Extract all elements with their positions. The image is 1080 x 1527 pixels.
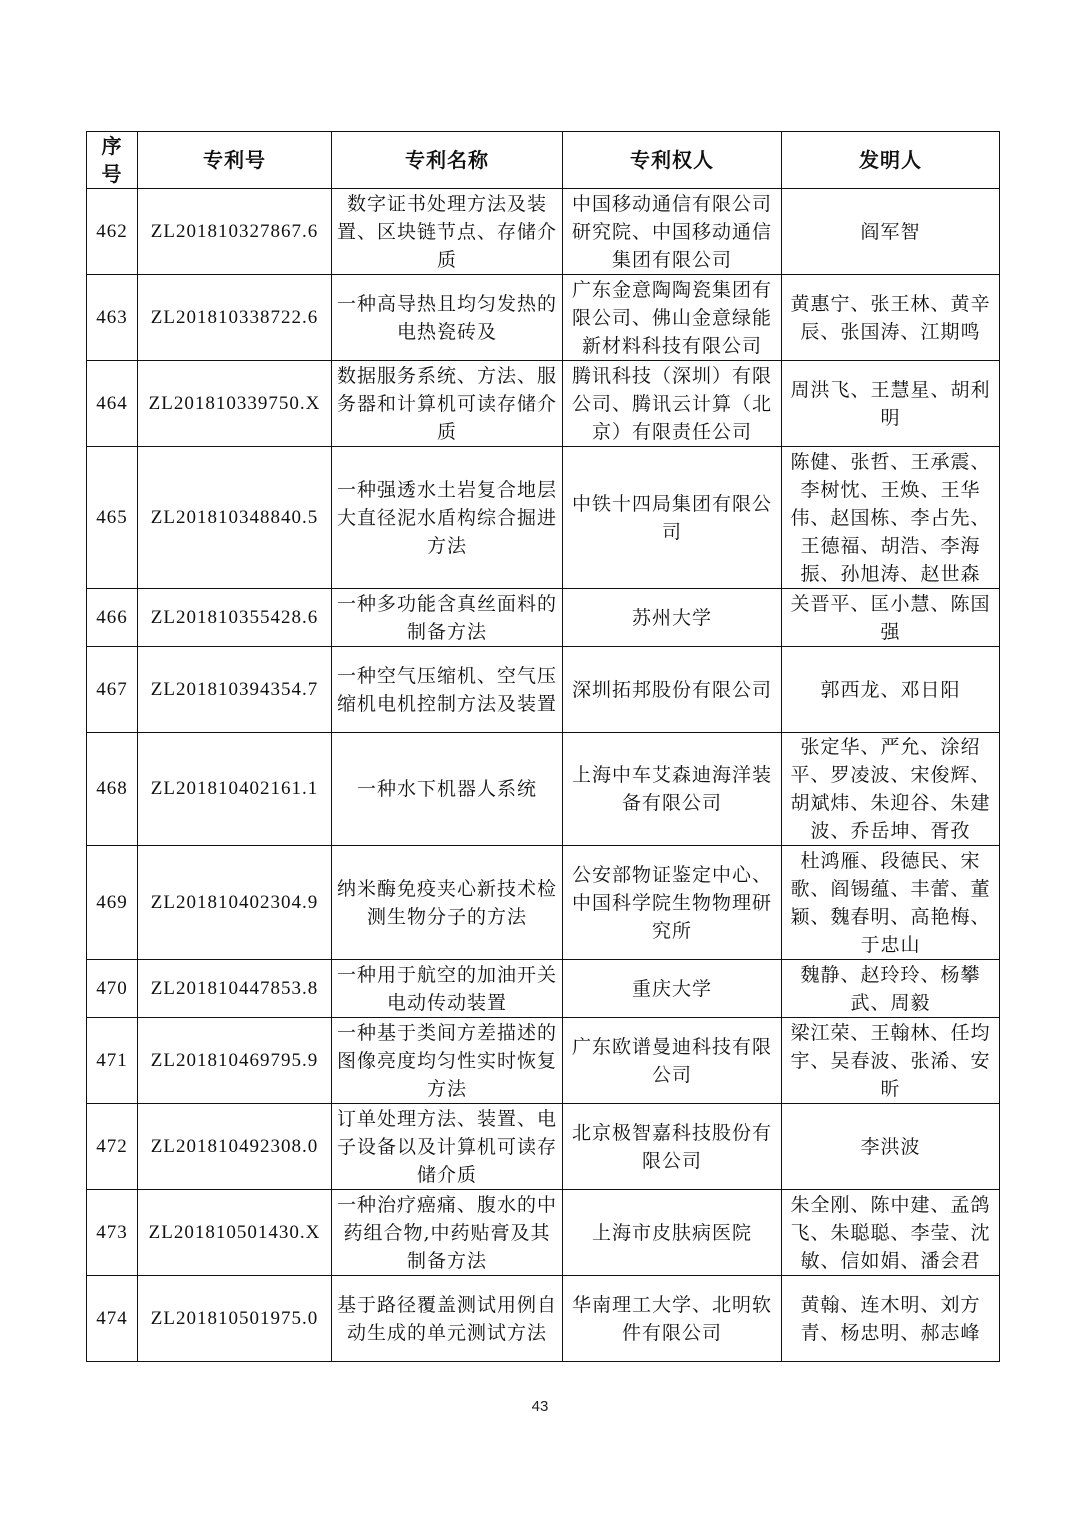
cell-seq: 462 xyxy=(87,189,138,275)
page-number: 43 xyxy=(531,1398,549,1415)
cell-patent-name: 纳米酶免疫夹心新技术检测生物分子的方法 xyxy=(332,846,563,960)
cell-patent-owner: 苏州大学 xyxy=(563,589,782,647)
header-patent-owner: 专利权人 xyxy=(563,132,782,189)
cell-inventor: 关晋平、匡小慧、陈国强 xyxy=(782,589,1000,647)
cell-seq: 470 xyxy=(87,960,138,1018)
cell-patent-name: 一种强透水土岩复合地层大直径泥水盾构综合掘进方法 xyxy=(332,447,563,589)
cell-inventor: 周洪飞、王慧星、胡利明 xyxy=(782,361,1000,447)
cell-patent-owner: 广东欧谱曼迪科技有限公司 xyxy=(563,1018,782,1104)
cell-inventor: 张定华、严允、涂绍平、罗凌波、宋俊辉、胡斌炜、朱迎谷、朱建波、乔岳坤、胥孜 xyxy=(782,733,1000,846)
cell-inventor: 李洪波 xyxy=(782,1104,1000,1190)
cell-patent-name: 一种多功能含真丝面料的制备方法 xyxy=(332,589,563,647)
cell-patent-name: 一种基于类间方差描述的图像亮度均匀性实时恢复方法 xyxy=(332,1018,563,1104)
table-row xyxy=(87,189,1000,275)
header-seq-line1: 序 xyxy=(101,134,123,158)
header-seq-line2: 号 xyxy=(101,162,123,186)
cell-seq: 468 xyxy=(87,733,138,846)
cell-seq: 473 xyxy=(87,1190,138,1276)
table-row xyxy=(87,960,1000,1018)
cell-patent-owner: 中国移动通信有限公司研究院、中国移动通信集团有限公司 xyxy=(563,189,782,275)
cell-patent-number: ZL201810339750.X xyxy=(138,361,332,447)
cell-seq: 464 xyxy=(87,361,138,447)
table-row xyxy=(87,647,1000,733)
cell-patent-owner: 广东金意陶陶瓷集团有限公司、佛山金意绿能新材料科技有限公司 xyxy=(563,275,782,361)
cell-patent-number: ZL201810355428.6 xyxy=(138,589,332,647)
header-patent-name: 专利名称 xyxy=(332,132,563,189)
cell-patent-owner: 北京极智嘉科技股份有限公司 xyxy=(563,1104,782,1190)
cell-patent-number: ZL201810492308.0 xyxy=(138,1104,332,1190)
cell-patent-owner: 深圳拓邦股份有限公司 xyxy=(563,647,782,733)
cell-inventor: 魏静、赵玲玲、杨攀武、周毅 xyxy=(782,960,1000,1018)
cell-patent-name: 数字证书处理方法及装置、区块链节点、存储介质 xyxy=(332,189,563,275)
cell-inventor: 黄翰、连木明、刘方青、杨忠明、郝志峰 xyxy=(782,1276,1000,1362)
table-row xyxy=(87,1190,1000,1276)
cell-patent-owner: 上海市皮肤病医院 xyxy=(563,1190,782,1276)
header-inventor: 发明人 xyxy=(782,132,1000,189)
cell-patent-owner: 腾讯科技（深圳）有限公司、腾讯云计算（北京）有限责任公司 xyxy=(563,361,782,447)
cell-seq: 465 xyxy=(87,447,138,589)
table-row xyxy=(87,733,1000,846)
cell-patent-name: 一种空气压缩机、空气压缩机电机控制方法及装置 xyxy=(332,647,563,733)
cell-patent-number: ZL201810447853.8 xyxy=(138,960,332,1018)
cell-patent-number: ZL201810402304.9 xyxy=(138,846,332,960)
cell-patent-name: 一种治疗癌痛、腹水的中药组合物,中药贴膏及其制备方法 xyxy=(332,1190,563,1276)
cell-patent-name: 一种用于航空的加油开关电动传动装置 xyxy=(332,960,563,1018)
cell-inventor: 黄惠宁、张王林、黄辛辰、张国涛、江期鸣 xyxy=(782,275,1000,361)
header-seq xyxy=(87,132,138,189)
cell-patent-owner: 中铁十四局集团有限公司 xyxy=(563,447,782,589)
cell-inventor: 陈健、张哲、王承震、李树忱、王焕、王华伟、赵国栋、李占先、王德福、胡浩、李海振、孙旭涛、赵世森 xyxy=(782,447,1000,589)
cell-inventor: 阎军智 xyxy=(782,189,1000,275)
cell-patent-owner: 华南理工大学、北明软件有限公司 xyxy=(563,1276,782,1362)
cell-seq: 472 xyxy=(87,1104,138,1190)
cell-patent-number: ZL201810394354.7 xyxy=(138,647,332,733)
cell-patent-name: 数据服务系统、方法、服务器和计算机可读存储介质 xyxy=(332,361,563,447)
cell-patent-number: ZL201810402161.1 xyxy=(138,733,332,846)
cell-inventor: 郭西龙、邓日阳 xyxy=(782,647,1000,733)
cell-patent-number: ZL201810501430.X xyxy=(138,1190,332,1276)
cell-inventor: 朱全刚、陈中建、孟鸽飞、朱聪聪、李莹、沈敏、信如娟、潘会君 xyxy=(782,1190,1000,1276)
cell-inventor: 梁江荣、王翰林、任均宇、吴春波、张浠、安昕 xyxy=(782,1018,1000,1104)
cell-inventor: 杜鸿雁、段德民、宋歌、阎锡蕴、丰蕾、董颖、魏春明、高艳梅、于忠山 xyxy=(782,846,1000,960)
patent-table xyxy=(86,131,1000,1362)
cell-patent-number: ZL201810469795.9 xyxy=(138,1018,332,1104)
cell-patent-number: ZL201810501975.0 xyxy=(138,1276,332,1362)
table-row xyxy=(87,1276,1000,1362)
table-row xyxy=(87,447,1000,589)
cell-patent-owner: 公安部物证鉴定中心、中国科学院生物物理研究所 xyxy=(563,846,782,960)
cell-patent-name: 一种水下机器人系统 xyxy=(332,733,563,846)
table-row xyxy=(87,275,1000,361)
cell-patent-owner: 上海中车艾森迪海洋装备有限公司 xyxy=(563,733,782,846)
cell-patent-name: 基于路径覆盖测试用例自动生成的单元测试方法 xyxy=(332,1276,563,1362)
cell-seq: 463 xyxy=(87,275,138,361)
cell-seq: 469 xyxy=(87,846,138,960)
table-row xyxy=(87,846,1000,960)
cell-seq: 474 xyxy=(87,1276,138,1362)
cell-patent-name: 一种高导热且均匀发热的电热瓷砖及 xyxy=(332,275,563,361)
header-patent-number: 专利号 xyxy=(138,132,332,189)
cell-patent-owner: 重庆大学 xyxy=(563,960,782,1018)
table-row xyxy=(87,1018,1000,1104)
cell-patent-name: 订单处理方法、装置、电子设备以及计算机可读存储介质 xyxy=(332,1104,563,1190)
cell-seq: 467 xyxy=(87,647,138,733)
cell-seq: 471 xyxy=(87,1018,138,1104)
table-row xyxy=(87,589,1000,647)
cell-patent-number: ZL201810348840.5 xyxy=(138,447,332,589)
table-row xyxy=(87,1104,1000,1190)
cell-seq: 466 xyxy=(87,589,138,647)
table-row xyxy=(87,361,1000,447)
table-header-row xyxy=(87,132,1000,189)
cell-patent-number: ZL201810338722.6 xyxy=(138,275,332,361)
cell-patent-number: ZL201810327867.6 xyxy=(138,189,332,275)
